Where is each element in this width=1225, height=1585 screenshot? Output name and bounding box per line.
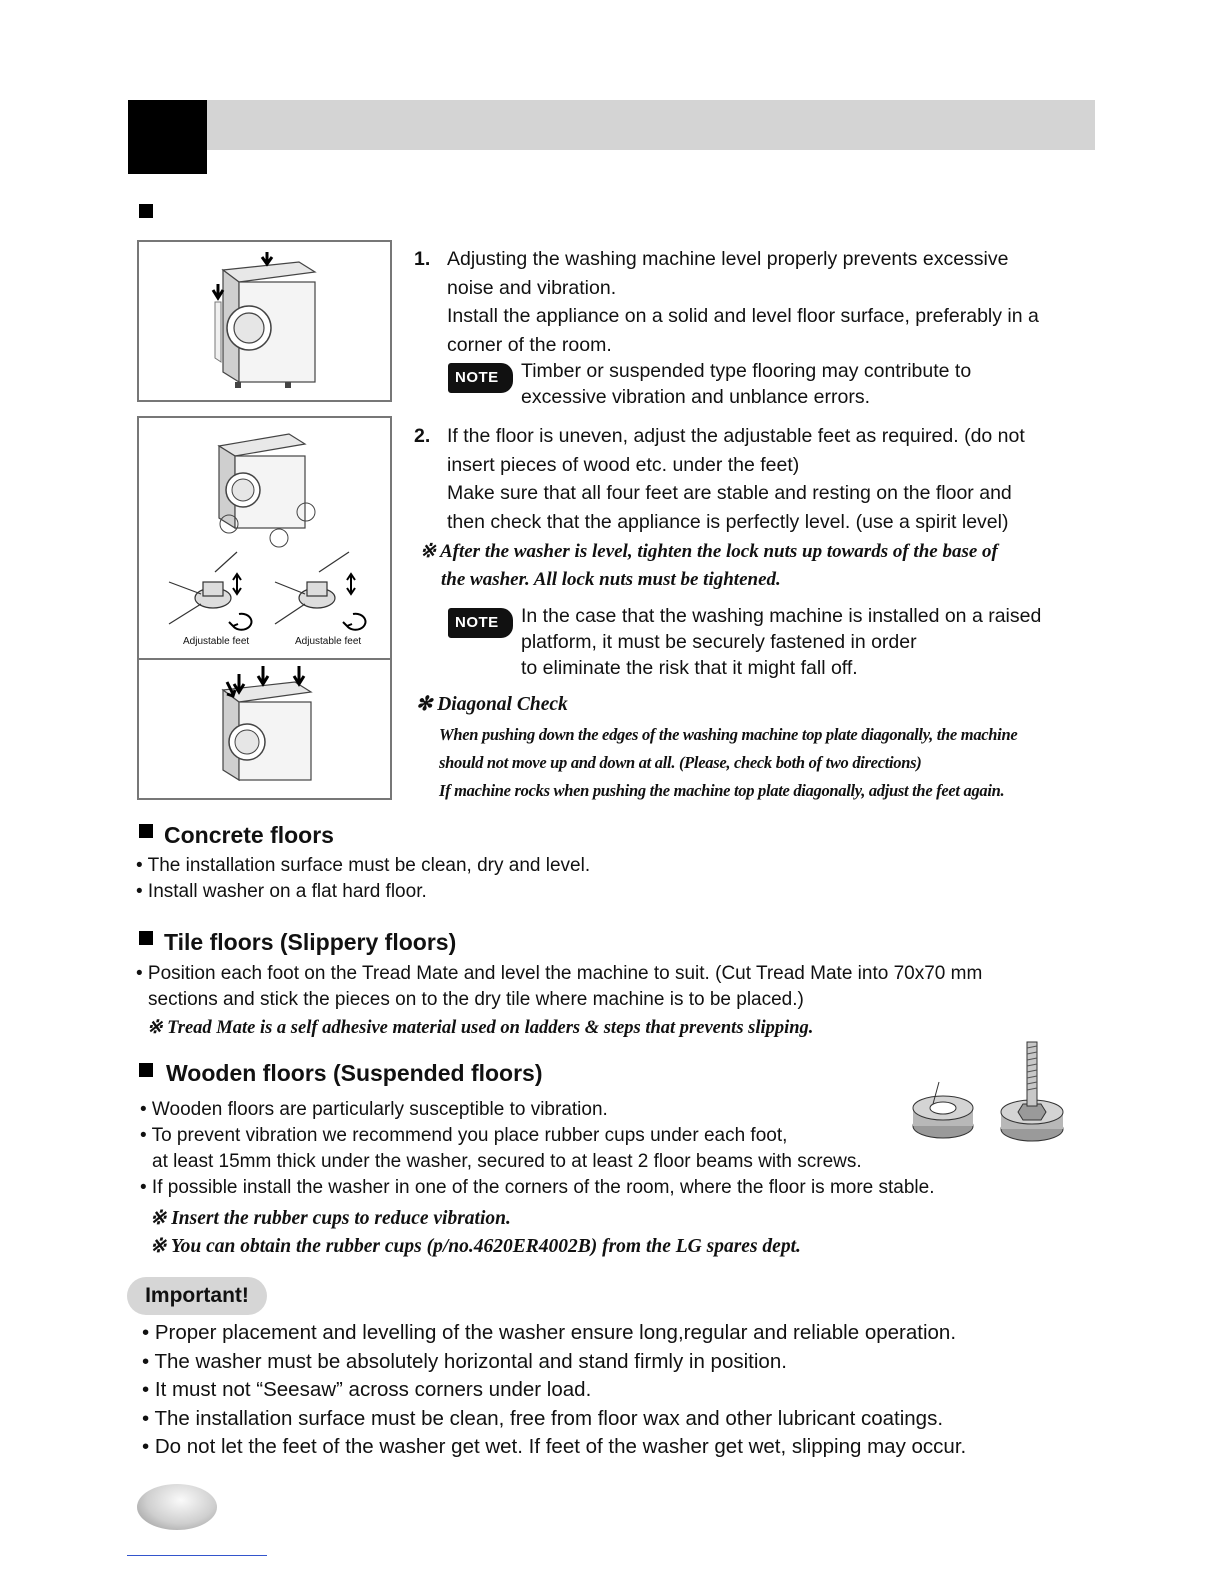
tile-title: Tile floors (Slippery floors)	[164, 929, 457, 955]
diagonal-check-body	[439, 721, 1017, 805]
lock-nut-line: ※ After the washer is level, tighten the lock nuts up towards of the base of	[420, 541, 998, 562]
step-line: corner of the room.	[447, 333, 612, 356]
concrete-line: • The installation surface must be clean, dry and level.	[136, 855, 591, 876]
page-number-oval	[137, 1484, 217, 1530]
note-line: In the case that the washing machine is installed on a raised	[521, 605, 1042, 627]
section-bullet-icon	[139, 204, 153, 223]
wooden-line: • Wooden floors are particularly susceptible to vibration.	[140, 1099, 608, 1120]
washer-top-press-icon	[139, 242, 390, 400]
diagonal-check-line: When pushing down the edges of the washing machine top plate diagonally, the machine	[439, 725, 1018, 744]
tile-body	[136, 961, 982, 1013]
wooden-note-line: ※ Insert the rubber cups to reduce vibration.	[150, 1208, 511, 1229]
important-line: • The washer must be absolutely horizontal and stand firmly in position.	[142, 1349, 787, 1373]
adjustable-feet-label-left: Adjustable feet	[183, 636, 250, 647]
diagonal-check-line: should not move up and down at all. (Please, check both of two directions)	[439, 753, 922, 772]
chapter-header-bar	[207, 100, 1095, 150]
step-line: Adjusting the washing machine level properly prevents excessive	[447, 248, 1009, 270]
wooden-note-line: ※ You can obtain the rubber cups (p/no.4620ER4002B) from the LG spares dept.	[150, 1236, 801, 1257]
adjustable-feet-label-right: Adjustable feet	[295, 636, 362, 647]
lock-nut-note	[420, 538, 998, 594]
tile-bullet-icon	[139, 931, 153, 950]
note-line: platform, it must be securely fastened in order	[521, 631, 917, 653]
step-1	[414, 245, 1104, 359]
tile-note: ※ Tread Mate is a self adhesive material used on ladders & steps that prevents slipping.	[147, 1018, 814, 1038]
lock-nut-line: the washer. All lock nuts must be tightened.	[441, 569, 781, 590]
note-badge: NOTE	[448, 608, 513, 638]
wooden-line: • To prevent vibration we recommend you place rubber cups under each foot,	[140, 1125, 788, 1146]
note-badge: NOTE	[448, 363, 513, 393]
step-line: Install the appliance on a solid and level floor surface, preferably in a	[447, 305, 1039, 327]
important-line: • It must not “Seesaw” across corners under load.	[142, 1378, 592, 1401]
important-line: • The installation surface must be clean, free from floor wax and other lubricant coatings.	[142, 1406, 944, 1430]
adjust-feet-illustration	[137, 416, 392, 800]
level-floor-illustration	[137, 240, 392, 402]
footer-rule	[127, 1555, 267, 1556]
concrete-body	[136, 853, 590, 905]
step-number: 2.	[414, 425, 431, 447]
wooden-line: at least 15mm thick under the washer, secured to at least 2 floor beams with screws.	[152, 1151, 862, 1172]
important-line: • Proper placement and levelling of the washer ensure long,regular and reliable operation.	[142, 1321, 957, 1344]
step-line: insert pieces of wood etc. under the feet)	[447, 453, 800, 476]
diagonal-check-title: ✻ Diagonal Check	[416, 694, 568, 715]
step-line: Make sure that all four feet are stable and resting on the floor and	[447, 482, 1012, 504]
chapter-marker	[128, 100, 207, 174]
concrete-line: • Install washer on a flat hard floor.	[136, 881, 427, 902]
tile-line: • Position each foot on the Tread Mate and level the machine to suit. (Cut Tread Mate into 70x70 mm	[136, 963, 983, 984]
wooden-notes	[150, 1205, 801, 1261]
note-line: to eliminate the risk that it might fall off.	[521, 657, 858, 679]
wooden-title: Wooden floors (Suspended floors)	[166, 1060, 543, 1086]
important-body	[142, 1319, 966, 1462]
step-line: then check that the appliance is perfectly level. (use a spirit level)	[447, 510, 1009, 533]
step-line: If the floor is uneven, adjust the adjustable feet as required. (do not	[447, 425, 1025, 447]
step-number: 1.	[414, 248, 431, 270]
tile-line: sections and stick the pieces on to the dry tile where machine is to be placed.)	[148, 989, 804, 1010]
important-label: Important!	[127, 1277, 267, 1315]
wooden-line: • If possible install the washer in one of the corners of the room, where the floor is more stable.	[140, 1177, 935, 1198]
step-2	[414, 422, 1104, 536]
wooden-body	[140, 1097, 935, 1201]
note-line: Timber or suspended type flooring may contribute to	[521, 360, 972, 382]
note-line: excessive vibration and unblance errors.	[521, 386, 871, 408]
wooden-bullet-icon	[139, 1063, 153, 1082]
washer-diagonal-check-icon	[139, 660, 390, 798]
step-line: noise and vibration.	[447, 276, 617, 299]
concrete-bullet-icon	[139, 824, 153, 843]
important-line: • Do not let the feet of the washer get wet. If feet of the washer get wet, slipping may occur.	[142, 1435, 967, 1458]
washer-feet-icon	[139, 418, 390, 658]
diagonal-check-line: If machine rocks when pushing the machine top plate diagonally, adjust the feet again.	[439, 781, 1005, 800]
concrete-title: Concrete floors	[164, 822, 334, 848]
rubber-cup-icon	[905, 1036, 1075, 1146]
